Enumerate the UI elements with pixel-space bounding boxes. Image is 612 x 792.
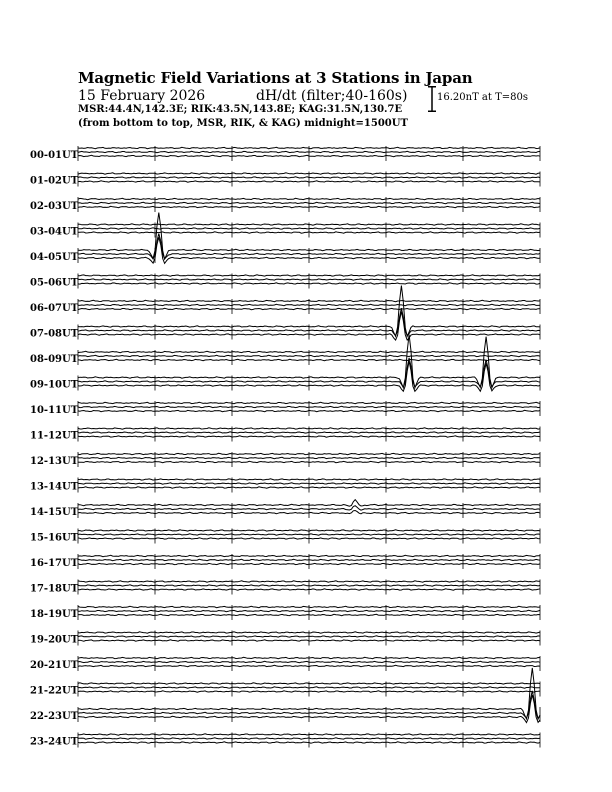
row-label-20-21UT: 20-21UT: [30, 660, 79, 671]
trace-14-15UT-KAG: [78, 500, 540, 507]
row-label-04-05UT: 04-05UT: [30, 252, 79, 263]
row-label-07-08UT: 07-08UT: [30, 328, 79, 340]
row-label-00-01UT: 00-01UT: [30, 150, 79, 161]
row-label-13-14UT: 13-14UT: [30, 481, 79, 493]
row-label-15-16UT: 15-16UT: [30, 532, 79, 544]
row-label-19-20UT: 19-20UT: [30, 634, 79, 646]
trace-15-16UT-MSR: [78, 538, 540, 539]
row-label-09-10UT: 09-10UT: [30, 379, 79, 391]
row-label-17-18UT: 17-18UT: [30, 583, 79, 595]
row-label-05-06UT: 05-06UT: [30, 277, 79, 289]
trace-00-01UT-RIK: [78, 151, 540, 152]
trace-01-02UT-RIK: [78, 177, 540, 178]
row-label-22-23UT: 22-23UT: [30, 711, 79, 722]
trace-23-24UT-MSR: [78, 742, 540, 743]
trace-11-12UT-KAG: [78, 428, 540, 429]
row-label-21-22UT: 21-22UT: [30, 685, 79, 697]
row-label-10-11UT: 10-11UT: [30, 405, 79, 416]
trace-15-16UT-RIK: [78, 534, 540, 535]
stations-text: MSR:44.4N,142.3E; RIK:43.5N,143.8E; KAG:31.5N,130.7E: [78, 104, 403, 115]
row-label-01-02UT: 01-02UT: [30, 175, 79, 187]
order-note: (from bottom to top, MSR, RIK, & KAG) midnight=1500UT: [78, 118, 408, 129]
row-label-08-09UT: 08-09UT: [30, 354, 79, 365]
row-label-06-07UT: 06-07UT: [30, 303, 79, 314]
row-label-11-12UT: 11-12UT: [30, 430, 79, 442]
row-label-23-24UT: 23-24UT: [30, 736, 79, 748]
row-label-14-15UT: 14-15UT: [30, 507, 79, 518]
row-label-02-03UT: 02-03UT: [30, 201, 79, 212]
row-label-16-17UT: 16-17UT: [30, 558, 79, 569]
quantity-text: dH/dt (filter;40-160s): [256, 88, 408, 104]
scale-label: 16.20nT at T=80s: [437, 92, 528, 103]
date-text: 15 February 2026: [78, 88, 206, 104]
row-label-03-04UT: 03-04UT: [30, 226, 79, 238]
row-label-12-13UT: 12-13UT: [30, 456, 79, 467]
chart-title: Magnetic Field Variations at 3 Stations in Japan: [78, 69, 473, 87]
row-label-18-19UT: 18-19UT: [30, 609, 79, 620]
trace-18-19UT-KAG: [78, 606, 540, 607]
